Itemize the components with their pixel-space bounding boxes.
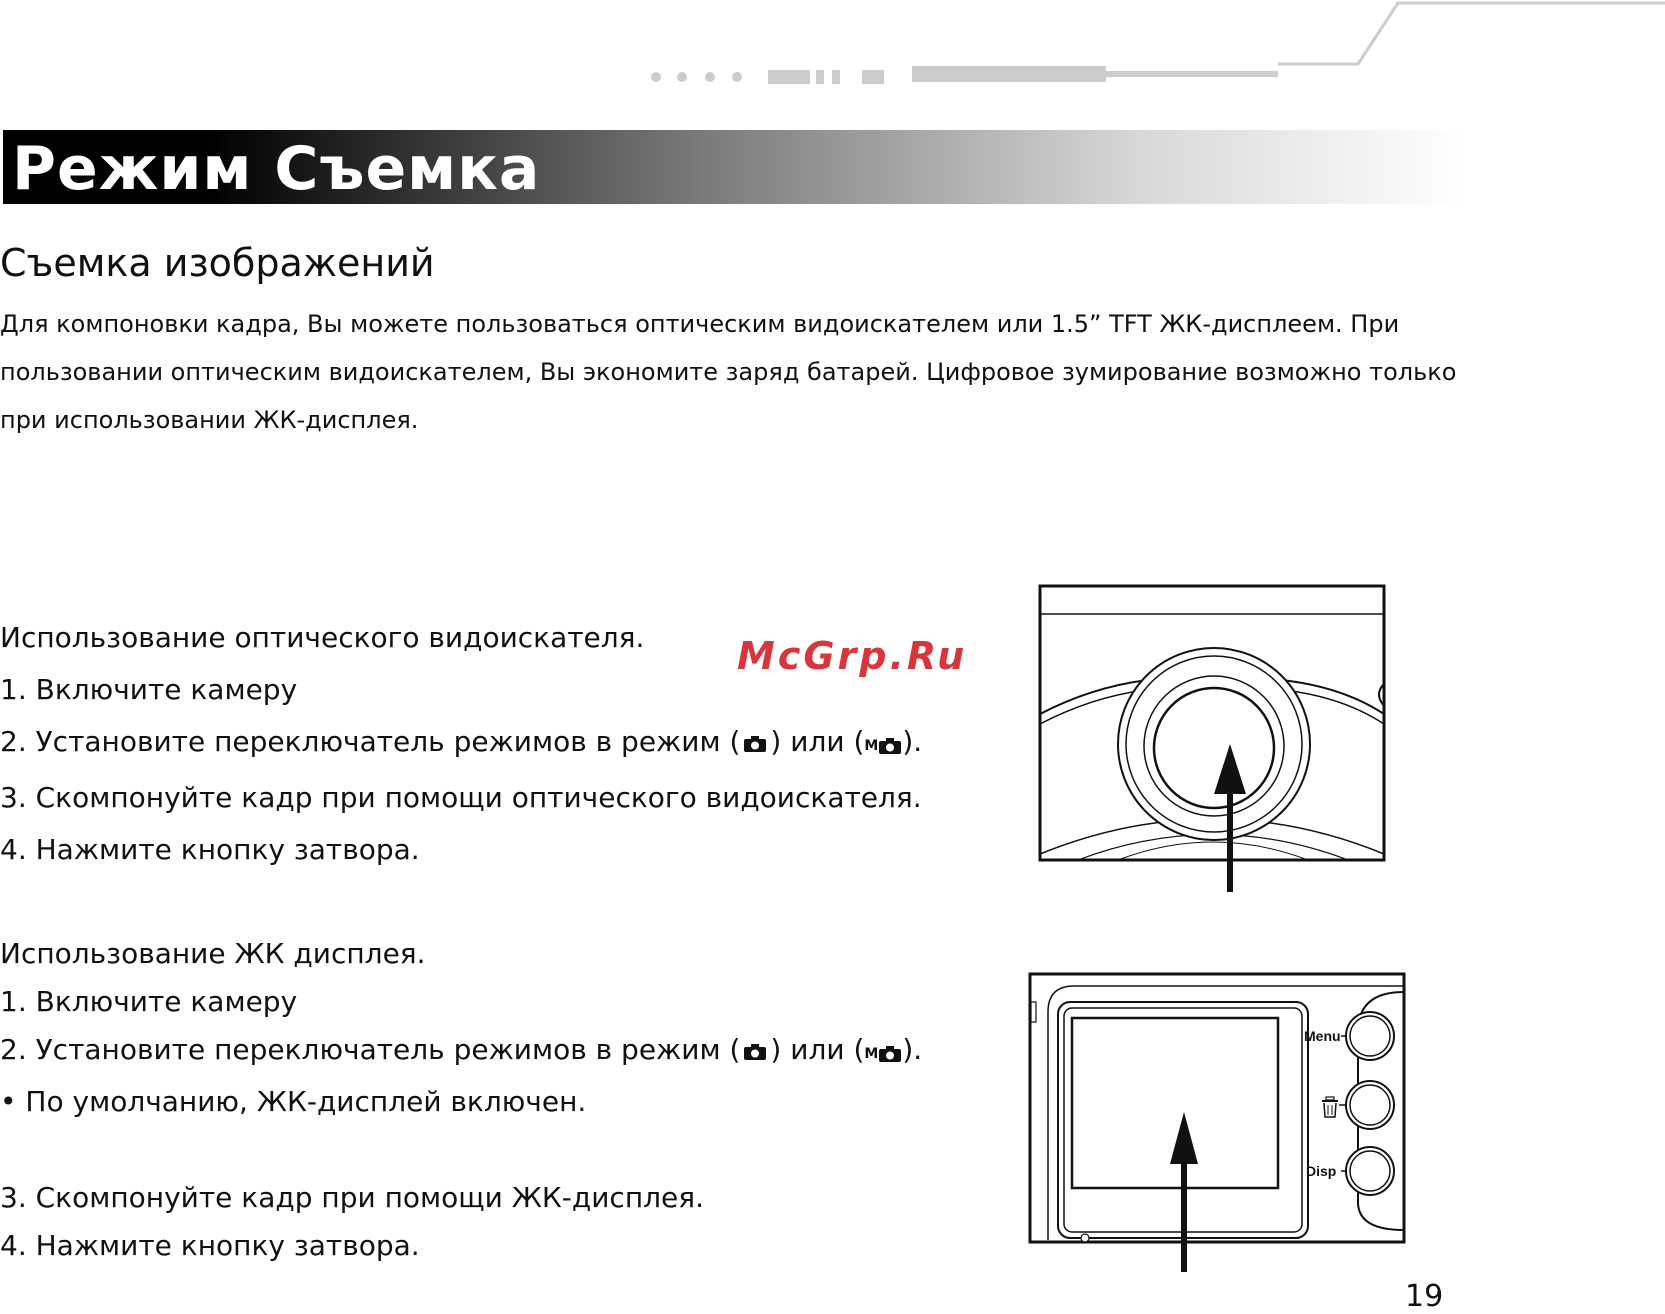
- watermark: McGrp.Ru: [737, 634, 968, 678]
- disp-label: Disp: [1306, 1163, 1337, 1179]
- manual-camera-icon: M: [864, 720, 902, 772]
- lcd-step-4: 4. Нажмите кнопку затвора.: [0, 1229, 420, 1262]
- manual-camera-icon: M: [864, 1030, 902, 1078]
- optical-step-4: 4. Нажмите кнопку затвора.: [0, 833, 420, 866]
- lcd-step-3: 3. Скомпонуйте кадр при помощи ЖК-дисплея.: [0, 1181, 704, 1214]
- page-number: 19: [1405, 1279, 1444, 1314]
- intro-paragraph: [0, 300, 1500, 444]
- lcd-section: [0, 930, 922, 1270]
- lcd-note: • По умолчанию, ЖК-дисплей включен.: [0, 1085, 587, 1118]
- optical-heading: Использование оптического видоискателя.: [0, 621, 645, 654]
- lcd-step-2: 2. Установите переключатель режимов в режим ( ) или ( M ).: [0, 1026, 922, 1078]
- optical-step-3: 3. Скомпонуйте кадр при помощи оптического видоискателя.: [0, 781, 922, 814]
- optical-step-2: 2. Установите переключатель режимов в режим ( ) или ( M ).: [0, 716, 922, 772]
- intro-line: Для компоновки кадра, Вы можете пользоваться оптическим видоискателем или 1.5” TFT ЖК-дисплеем. При: [0, 310, 1400, 338]
- camera-icon: [743, 1043, 767, 1061]
- camera-icon: [743, 735, 767, 753]
- lcd-illustration: [1028, 972, 1408, 1272]
- section-subtitle: Съемка изображений: [0, 241, 435, 285]
- lcd-step-1: 1. Включите камеру: [0, 985, 298, 1018]
- intro-line: при использовании ЖК-дисплея.: [0, 406, 419, 434]
- page-title: Режим Съемка: [12, 134, 541, 204]
- optical-step-1: 1. Включите камеру: [0, 673, 298, 706]
- viewfinder-illustration: [1038, 584, 1388, 894]
- menu-label: Menu: [1304, 1028, 1341, 1044]
- intro-line: пользовании оптическим видоискателем, Вы экономите заряд батарей. Цифровое зумирование возможно только: [0, 358, 1457, 386]
- lcd-heading: Использование ЖК дисплея.: [0, 937, 426, 970]
- header-decoration: [0, 0, 1665, 110]
